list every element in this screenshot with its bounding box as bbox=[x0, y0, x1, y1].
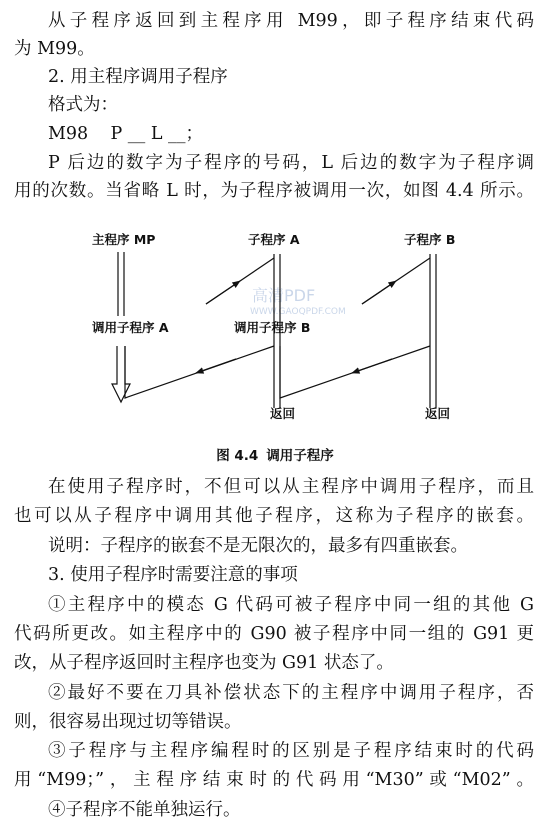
call-sub-a-label: 调用子程序 A bbox=[92, 320, 169, 335]
sub-b-label: 子程序 B bbox=[404, 232, 456, 247]
subprogram-call-diagram bbox=[0, 222, 550, 437]
watermark-url: WWW.GAOQPDF.COM bbox=[250, 307, 346, 317]
figure-caption-number: 图 4.4 bbox=[216, 448, 259, 464]
item-4-line: ④子程序不能单独运行。 bbox=[48, 800, 241, 820]
figure-caption-title: 调用子程序 bbox=[266, 448, 334, 464]
call-a-flow-arrow bbox=[196, 359, 236, 373]
return-label-1: 返回 bbox=[270, 406, 296, 421]
paragraph-2-line-1: P 后边的数字为子程序的号码，L 后边的数字为子程序调 bbox=[48, 153, 534, 173]
sub-a-label: 子程序 A bbox=[248, 232, 300, 247]
return-a-arrow bbox=[206, 281, 240, 304]
paragraph-3-line-2: 也可以从子程序中调用其他子程序，这称为子程序的嵌套。 bbox=[14, 506, 534, 526]
section-heading-2: 2. 用主程序调用子程序 bbox=[48, 67, 228, 87]
main-hollow-arrow bbox=[112, 346, 130, 402]
paragraph-2-line-2: 用的次数。当省略 L 时，为子程序被调用一次，如图 4.4 所示。 bbox=[14, 181, 534, 201]
format-label: 格式为： bbox=[48, 95, 118, 115]
main-program-label: 主程序 MP bbox=[92, 232, 156, 247]
item-1-line-1: ①主程序中的模态 G 代码可被子程序中同一组的其他 G bbox=[48, 595, 534, 615]
item-1-line-2: 代码所更改。如主程序中的 G90 被子程序中同一组的 G91 更 bbox=[14, 624, 534, 644]
return-label-2: 返回 bbox=[425, 406, 451, 421]
paragraph-1-line-1: 从子程序返回到主程序用 M99，即子程序结束代码 bbox=[48, 11, 534, 31]
call-sub-b-label: 调用子程序 B bbox=[234, 320, 311, 335]
paragraph-3-line-1: 在使用子程序时，不但可以从主程序中调用子程序，而且 bbox=[48, 477, 534, 497]
paragraph-1-line-2: 为 M99。 bbox=[14, 39, 95, 59]
call-b-flow-arrow bbox=[352, 359, 392, 373]
figure-caption bbox=[0, 446, 550, 466]
note-line: 说明：子程序的嵌套不是无限次的，最多有四重嵌套。 bbox=[48, 536, 468, 556]
format-code: M98 P __ L __； bbox=[48, 124, 204, 144]
return-b-arrow bbox=[362, 281, 396, 304]
watermark-text: 高清PDF bbox=[252, 286, 316, 305]
item-1-line-3: 改，从子程序返回时主程序也变为 G91 状态了。 bbox=[14, 653, 394, 673]
item-2-line-2: 则，很容易出现过切等错误。 bbox=[14, 712, 242, 732]
item-3-line-1: ③子程序与主程序编程时的区别是子程序结束时的代码 bbox=[48, 741, 534, 761]
item-3-line-2: 用“M99；”，主程序结束时的代码用“M30”或“M02”。 bbox=[14, 770, 534, 790]
section-heading-3: 3. 使用子程序时需要注意的事项 bbox=[48, 565, 298, 585]
item-2-line-1: ②最好不要在刀具补偿状态下的主程序中调用子程序，否 bbox=[48, 683, 534, 703]
